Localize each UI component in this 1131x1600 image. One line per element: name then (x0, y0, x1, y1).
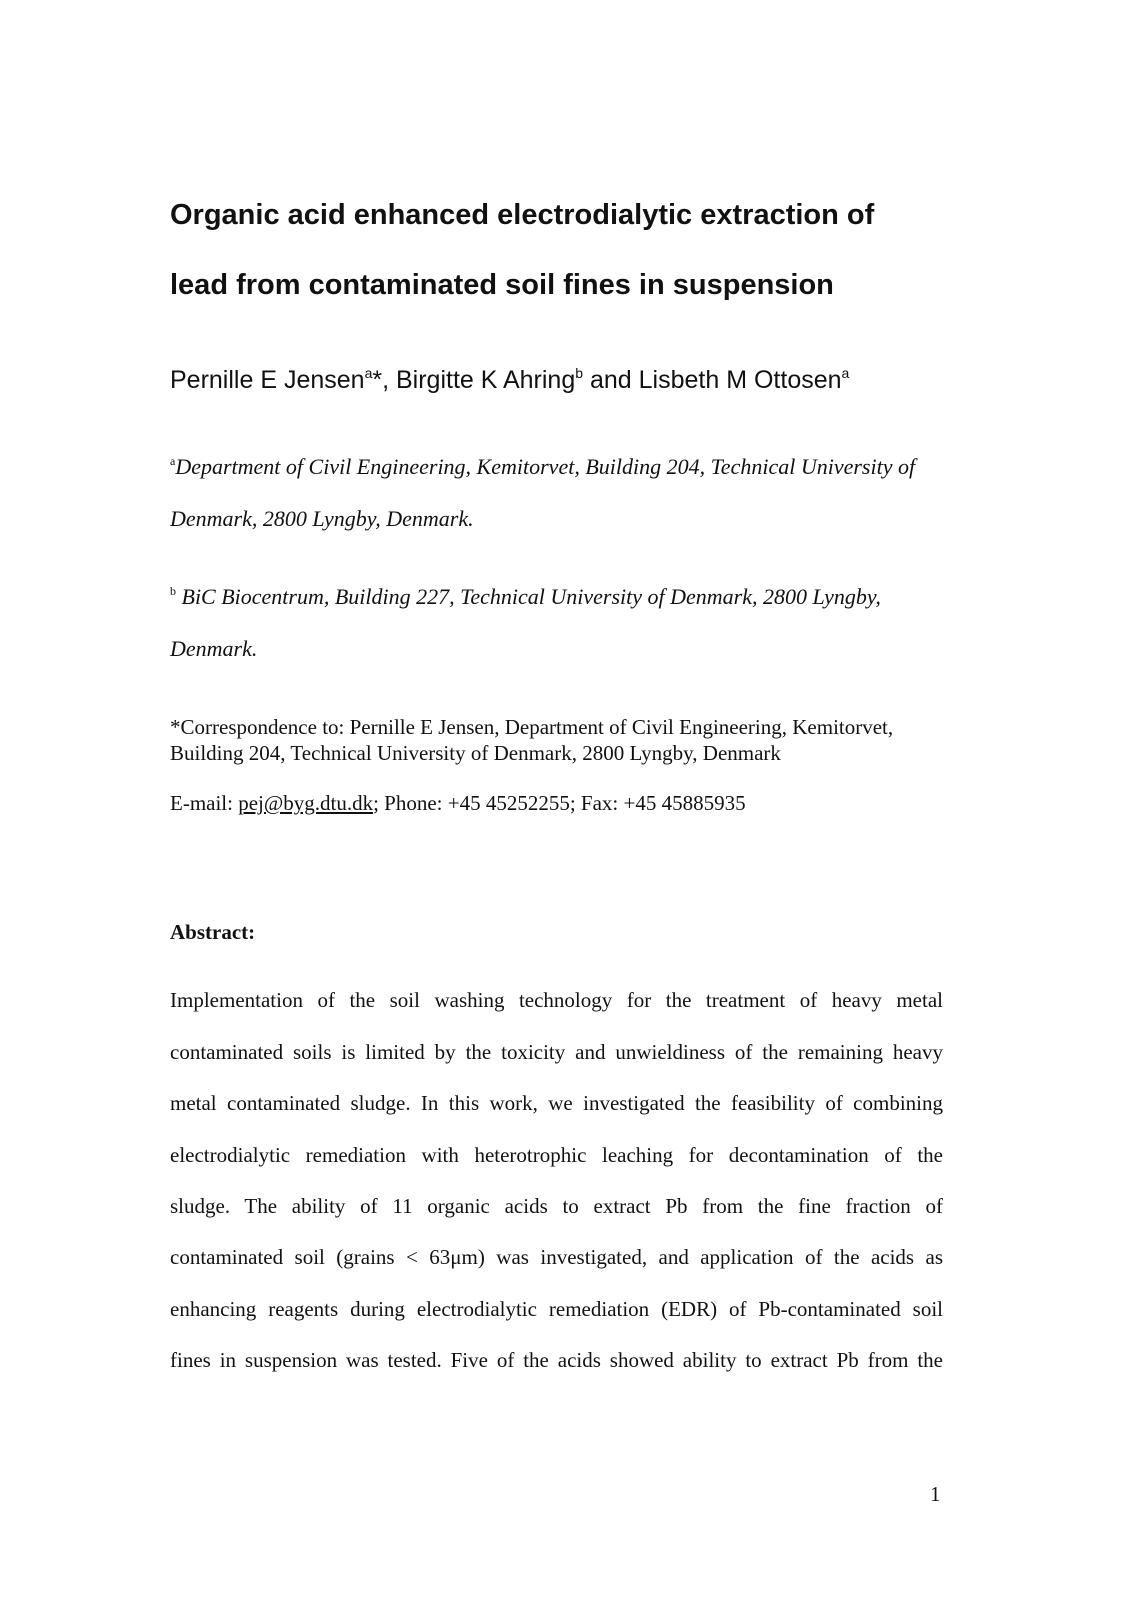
correspondence-note: *Correspondence to: Pernille E Jensen, Department of Civil Engineering, Kemitorvet, Building 204, Technical University of Denmark, 2800 Lyngby, Denmark (170, 715, 894, 765)
author-name: Lisbeth M Ottosen (638, 366, 842, 394)
phone-fax-text: ; Phone: +45 45252255; Fax: +45 45885935 (373, 791, 746, 815)
abstract-line: Implementation of the soil washing technology for the treatment of heavy metal (170, 988, 943, 1012)
corresponding-author-mark: *, (372, 366, 396, 394)
paper-title-line-1: Organic acid enhanced electrodialytic extraction of (170, 199, 875, 231)
affiliation-marker: b (170, 584, 176, 598)
affiliation-marker: a (841, 365, 850, 381)
abstract-line: enhancing reagents during electrodialytic remediation (EDR) of Pb-contaminated soil (170, 1297, 943, 1321)
affiliation-text: BiC Biocentrum, Building 227, Technical University of Denmark, 2800 Lyngby, (176, 584, 881, 609)
abstract-line: contaminated soils is limited by the toxicity and unwieldiness of the remaining heavy (170, 1040, 943, 1064)
affiliation-a-line-1 (170, 454, 915, 480)
abstract-line: electrodialytic remediation with heterotrophic leaching for decontamination of the (170, 1143, 943, 1167)
affiliation-marker: a (170, 454, 176, 468)
author-name: Birgitte K Ahring (395, 366, 576, 394)
contact-line (170, 790, 746, 816)
author-name: Pernille E Jensen (170, 366, 365, 394)
email-label: E-mail: (170, 791, 239, 815)
affiliation-b-line-1 (170, 584, 881, 610)
affiliation-text: Department of Civil Engineering, Kemitorvet, Building 204, Technical University of (175, 454, 916, 479)
affiliation-marker: a (364, 365, 373, 381)
affiliation-b-line-2: Denmark. (170, 636, 258, 661)
author-joiner: and (583, 366, 639, 394)
affiliation-marker: b (575, 365, 584, 381)
abstract-line: contaminated soil (grains < 63μm) was investigated, and application of the acids as (170, 1245, 943, 1269)
affiliation-a-line-2: Denmark, 2800 Lyngby, Denmark. (170, 506, 474, 531)
abstract-heading: Abstract: (170, 920, 256, 944)
abstract-line: metal contaminated sludge. In this work, we investigated the feasibility of combining (170, 1091, 943, 1115)
author-list (170, 365, 849, 395)
paper-title-line-2: lead from contaminated soil fines in suspension (170, 269, 834, 301)
page-number: 1 (930, 1482, 941, 1506)
abstract-line: fines in suspension was tested. Five of the acids showed ability to extract Pb from the (170, 1348, 943, 1372)
abstract-line: sludge. The ability of 11 organic acids to extract Pb from the fine fraction of (170, 1194, 943, 1218)
email-link[interactable]: pej@byg.dtu.dk (238, 791, 374, 815)
